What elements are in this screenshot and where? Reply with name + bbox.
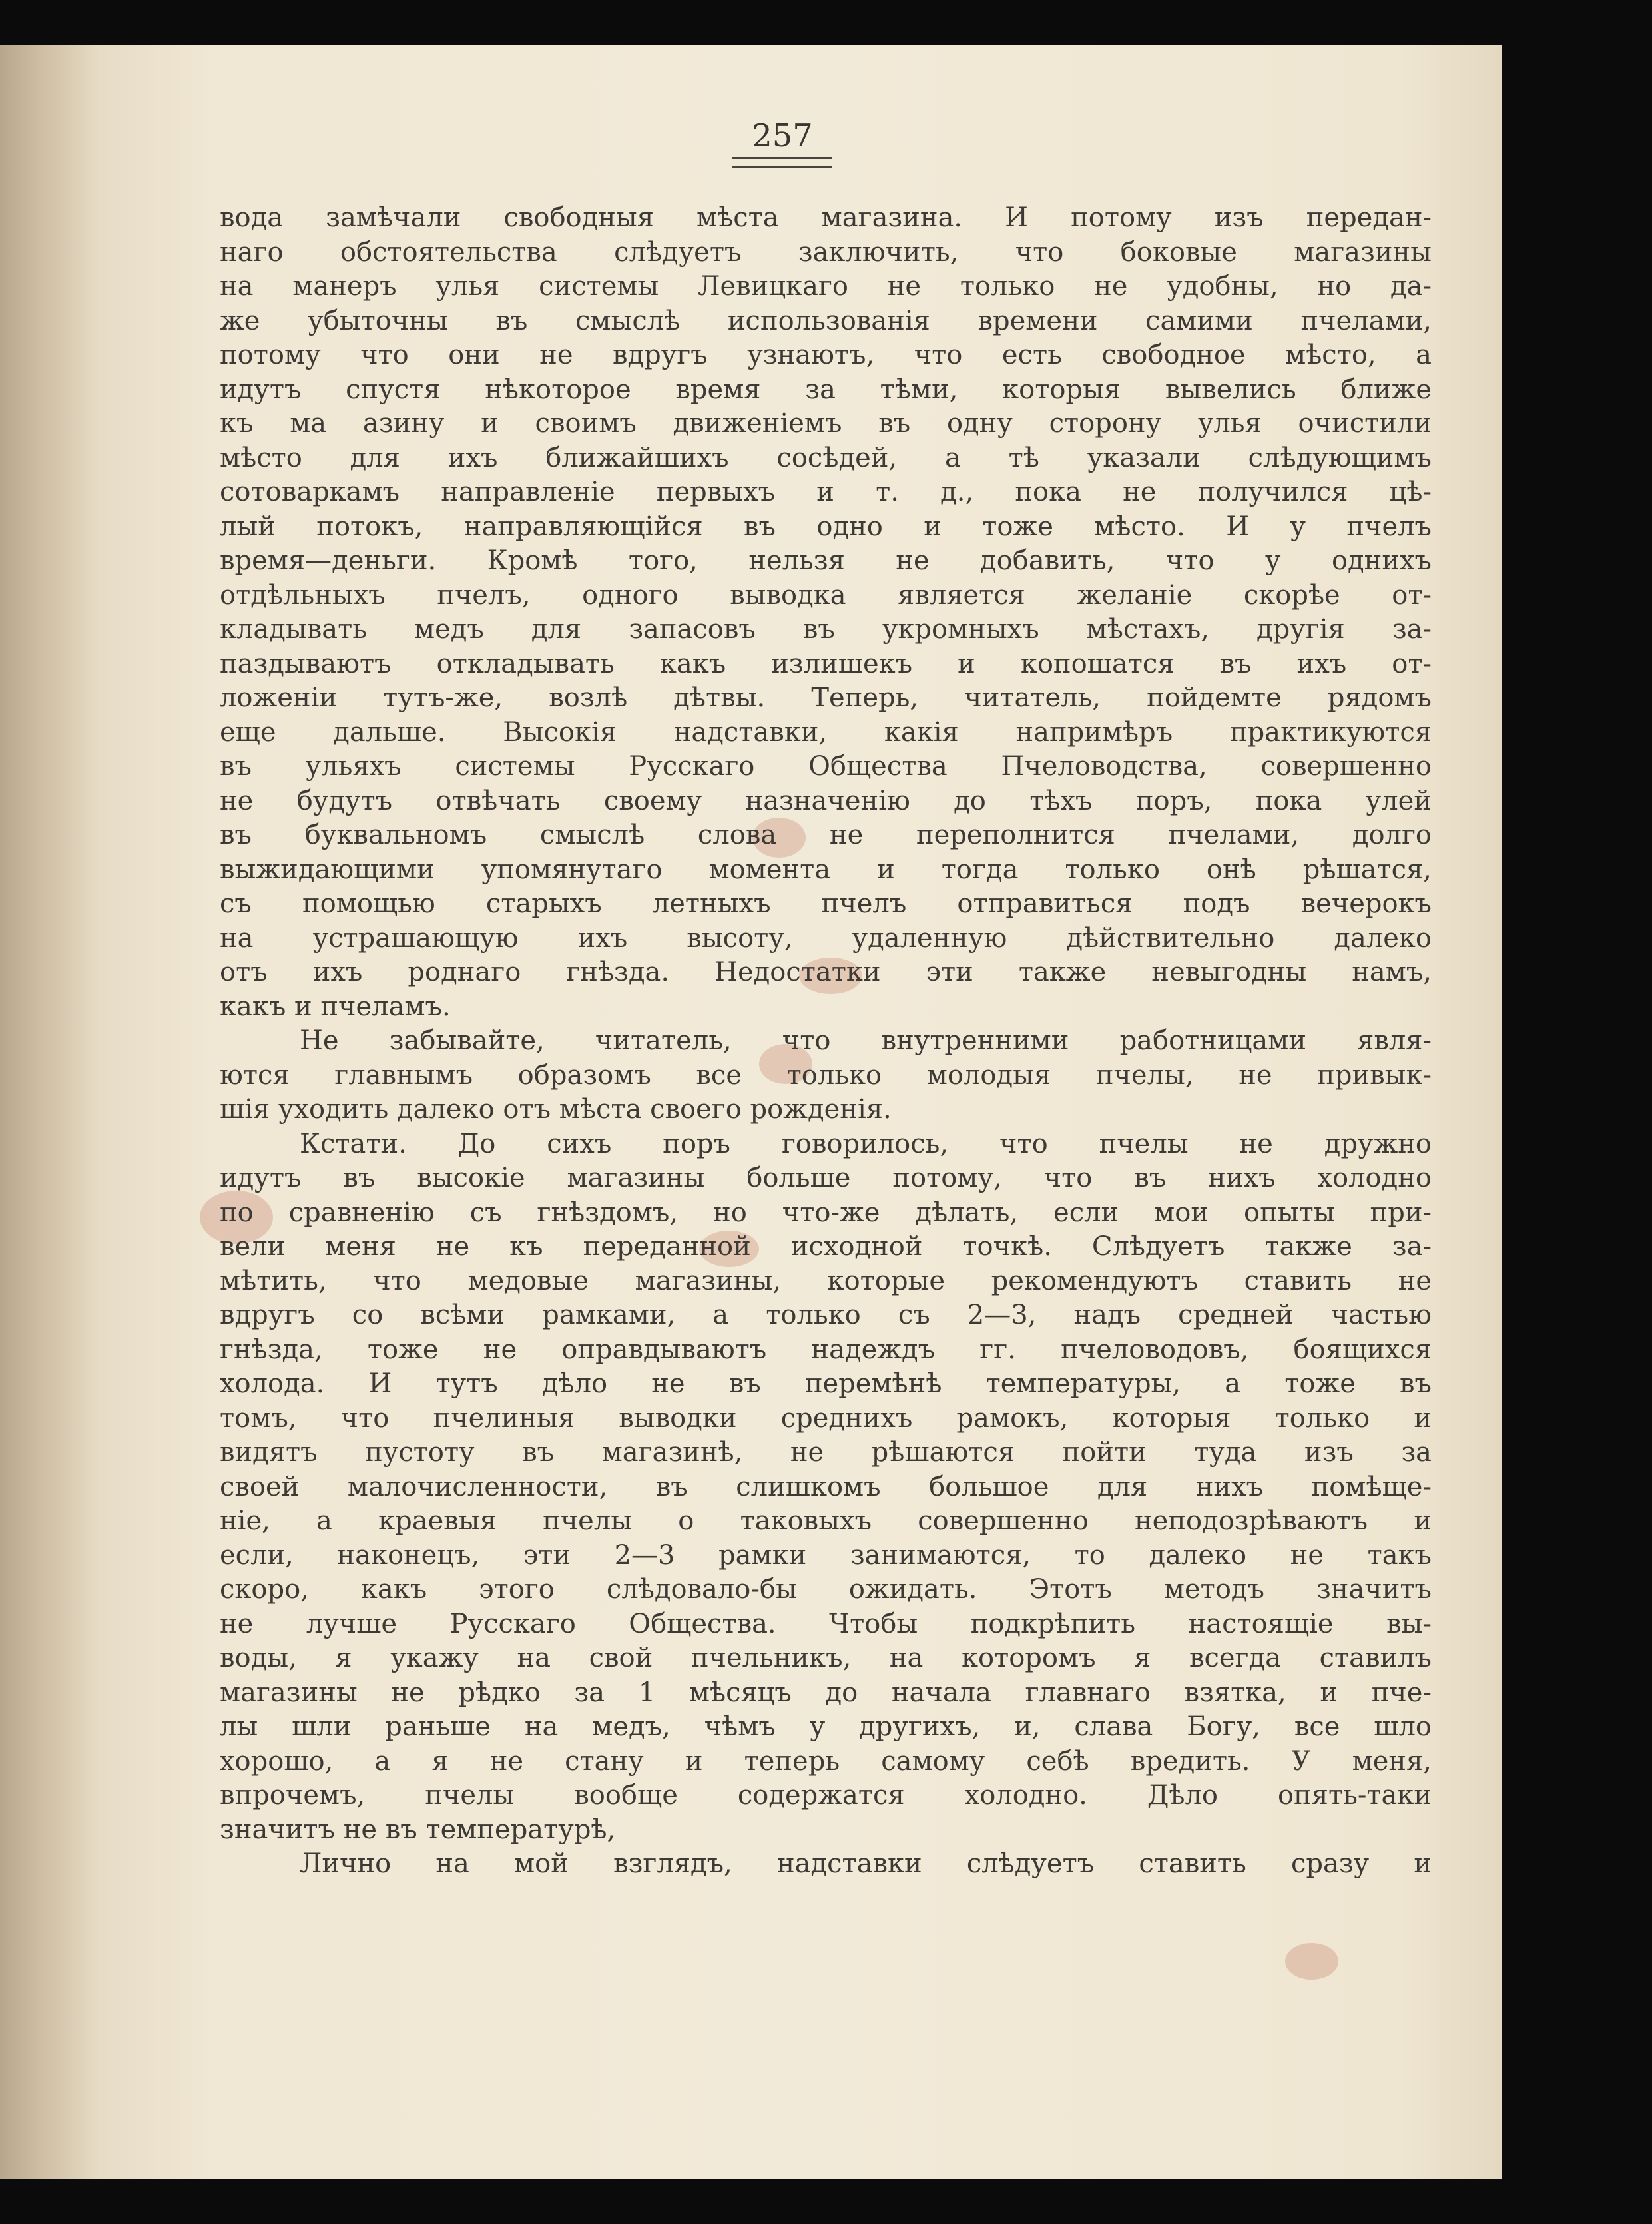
text-line: на манеръ улья системы Левицкаго не только не удобны, но да- [220, 271, 1432, 302]
text-line: шія уходить далеко отъ мѣста своего рожденія. [220, 1094, 892, 1125]
text-line: воды, я укажу на свой пчельникъ, на которомъ я всегда ставилъ [220, 1643, 1432, 1673]
text-line: вода замѣчали свободныя мѣста магазина. И потому изъ передан- [220, 202, 1432, 233]
page-number-rule [732, 157, 832, 168]
text-line: скоро, какъ этого слѣдовало-бы ожидать. Этотъ методъ значитъ [220, 1574, 1432, 1605]
text-line: ложеніи тутъ-же, возлѣ дѣтвы. Теперь, читатель, пойдемте рядомъ [220, 683, 1432, 713]
page-number: 257 [752, 117, 813, 154]
text-line: вдругъ со всѣми рамками, а только съ 2—3, надъ средней частью [220, 1300, 1432, 1330]
text-line: въ буквальномъ смыслѣ слова не переполнится пчелами, долго [220, 820, 1432, 850]
text-line: если, наконецъ, эти 2—3 рамки занимаются, то далеко не такъ [220, 1539, 1432, 1571]
text-line: Не забывайте, читатель, что внутренними работницами явля- [300, 1025, 1432, 1056]
text-line: лы шли раньше на медъ, чѣмъ у другихъ, и, слава Богу, все шло [220, 1711, 1432, 1742]
text-line: вели меня не къ переданной исходной точкѣ. Слѣдуетъ также за- [220, 1231, 1432, 1262]
text-line: видятъ пустоту въ магазинѣ, не рѣшаются пойти туда изъ за [220, 1437, 1432, 1468]
text-line: наго обстоятельства слѣдуетъ заключить, что боковые магазины [220, 236, 1432, 268]
text-line: мѣтить, что медовые магазины, которые рекомендуютъ ставить не [220, 1265, 1432, 1296]
text-line: Лично на мой взглядъ, надставки слѣдуетъ ставить сразу и [300, 1848, 1432, 1879]
text-line: потому что они не вдругъ узнаютъ, что есть свободное мѣсто, а [220, 340, 1432, 370]
text-line: кладывать медъ для запасовъ въ укромныхъ мѣстахъ, другія за- [220, 614, 1432, 645]
text-line: время—деньги. Кромѣ того, нельзя не добавить, что у однихъ [220, 545, 1432, 576]
text-line: отдѣльныхъ пчелъ, одного выводка является желаніе скорѣе от- [220, 579, 1432, 611]
text-line: не будутъ отвѣчать своему назначенію до тѣхъ поръ, пока улей [220, 785, 1432, 816]
text-line: съ помощью старыхъ летныхъ пчелъ отправиться подъ вечерокъ [220, 888, 1432, 919]
text-line: хорошо, а я не стану и теперь самому себѣ вредить. У меня, [220, 1745, 1432, 1777]
text-line: мѣсто для ихъ ближайшихъ сосѣдей, а тѣ указали слѣдующимъ [220, 442, 1432, 473]
paper-page [0, 45, 1502, 2179]
text-line: въ ульяхъ системы Русскаго Общества Пчеловодства, совершенно [220, 751, 1432, 782]
text-line: идутъ въ высокіе магазины больше потому, что въ нихъ холодно [220, 1163, 1432, 1193]
text-line: холода. И тутъ дѣло не въ перемѣнѣ температуры, а тоже въ [220, 1368, 1432, 1399]
text-line: гнѣзда, тоже не оправдываютъ надеждъ гг. пчеловодовъ, боящихся [220, 1334, 1432, 1365]
text-line: значитъ не въ температурѣ, [220, 1814, 616, 1845]
text-line: сотоваркамъ направленіе первыхъ и т. д., пока не получился цѣ- [220, 477, 1432, 507]
text-line: ніе, а краевыя пчелы о таковыхъ совершенно неподозрѣваютъ и [220, 1506, 1432, 1536]
text-line: же убыточны въ смыслѣ использованія времени самими пчелами, [220, 305, 1432, 336]
text-line: еще дальше. Высокія надставки, какія напримѣръ практикуются [220, 716, 1432, 748]
text-line: къ ма азину и своимъ движеніемъ въ одну сторону улья очистили [220, 408, 1432, 439]
text-line: по сравненію съ гнѣздомъ, но что-же дѣлать, если мои опыты при- [220, 1197, 1432, 1228]
text-line: какъ и пчеламъ. [220, 991, 451, 1022]
text-line: отъ ихъ роднаго гнѣзда. Недостатки эти также невыгодны намъ, [220, 957, 1432, 987]
text-line: на устрашающую ихъ высоту, удаленную дѣйствительно далеко [220, 922, 1432, 954]
text-line: ются главнымъ образомъ все только молодыя пчелы, не привык- [220, 1059, 1432, 1091]
text-line: томъ, что пчелиныя выводки среднихъ рамокъ, которыя только и [220, 1402, 1432, 1434]
paper-stain [1285, 1943, 1338, 1980]
text-line: своей малочисленности, въ слишкомъ большое для нихъ помѣще- [220, 1471, 1432, 1502]
text-line: паздываютъ откладывать какъ излишекъ и копошатся въ ихъ от- [220, 648, 1432, 679]
text-line: Кстати. До сихъ поръ говорилось, что пчелы не дружно [300, 1128, 1432, 1159]
text-line: идутъ спустя нѣкоторое время за тѣми, которыя вывелись ближе [220, 374, 1432, 405]
text-line: выжидающими упомянутаго момента и тогда только онѣ рѣшатся, [220, 854, 1432, 885]
text-line: магазины не рѣдко за 1 мѣсяцъ до начала главнаго взятка, и пче- [220, 1677, 1432, 1708]
body-text [220, 201, 1432, 1882]
text-line: впрочемъ, пчелы вообще содержатся холодно. Дѣло опять-таки [220, 1780, 1432, 1810]
text-line: лый потокъ, направляющійся въ одно и тоже мѣсто. И у пчелъ [220, 511, 1432, 542]
text-line: не лучше Русскаго Общества. Чтобы подкрѣпить настоящіе вы- [220, 1608, 1432, 1639]
